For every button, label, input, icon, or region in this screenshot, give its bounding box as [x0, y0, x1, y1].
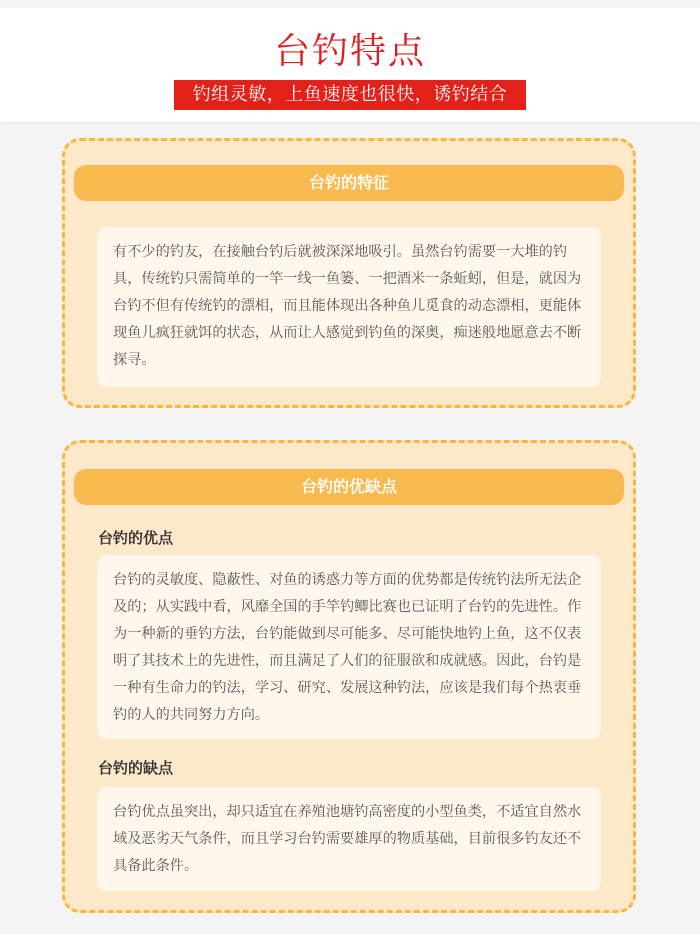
pros-text: 台钓的灵敏度、隐蔽性、对鱼的诱惑力等方面的优势都是传统钓法所无法企及的；从实践中看，风靡全国的手竿钓鲫比赛也已证明了台钓的先进性。作为一种新的垂钓方法，台钓能做到尽可能多、尽可能快地钓上鱼，这不仅表明了其技术上的先进性，而且满足了人们的征服欲和成就感。因此，台钓是一种有生命力的钓法，学习、研究、发展这种钓法，应该是我们每个热衷垂钓的人的共同努力方向。 [97, 555, 601, 739]
pros-title: 台钓的优点 [98, 529, 174, 547]
features-text: 有不少的钓友，在接触台钓后就被深深地吸引。虽然台钓需要一大堆的钓具，传统钓只需简单的一竿一线一鱼篓、一把酒米一条蚯蚓，但是，就因为台钓不但有传统钓的漂相，而且能体现出各种鱼儿觅食的动态漂相，更能体现鱼儿疯狂就饵的状态，从而让人感觉到钓鱼的深奥，痴迷般地愿意去不断探寻。 [97, 227, 601, 387]
cons-title: 台钓的缺点 [98, 759, 174, 777]
pros-cons-heading: 台钓的优缺点 [74, 469, 624, 505]
features-section [62, 138, 636, 408]
page-title: 台钓特点 [273, 31, 426, 72]
cons-text: 台钓优点虽突出，却只适宜在养殖池塘钓高密度的小型鱼类，不适宜自然水域及恶劣天气条件，而且学习台钓需要雄厚的物质基础，目前很多钓友还不具备此条件。 [97, 787, 601, 891]
pros-cons-section [62, 440, 636, 913]
page-header [0, 8, 700, 122]
subtitle-banner: 钓组灵敏，上鱼速度也很快，诱钓结合 [174, 80, 526, 110]
features-heading: 台钓的特征 [74, 165, 624, 201]
